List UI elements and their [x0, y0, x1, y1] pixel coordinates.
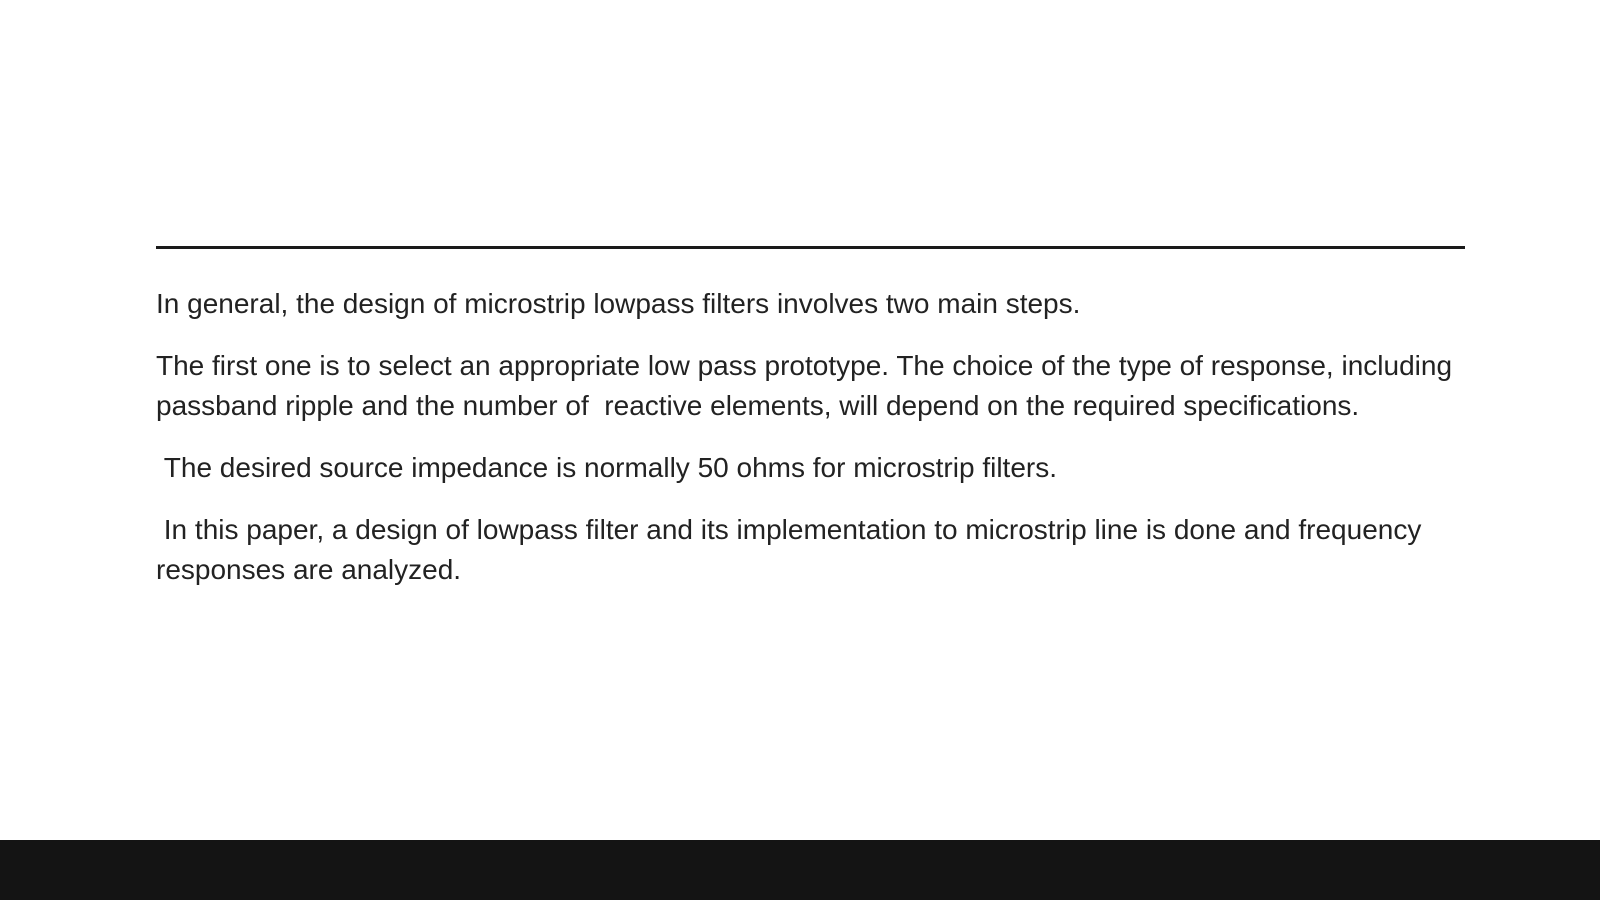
paragraph-source-impedance: The desired source impedance is normally 50 ohms for microstrip filters. [156, 452, 1058, 483]
paragraph-prototype-selection: The first one is to select an appropriate low pass prototype. The choice of the type of response, including passband ripple and the number of reactive elements, will depend on the required specifications. [156, 350, 1460, 421]
footer-bar [0, 840, 1600, 900]
title-divider-line [156, 246, 1465, 249]
slide-body [156, 284, 1466, 612]
paragraph-paper-summary: In this paper, a design of lowpass filter and its implementation to microstrip line is done and frequency responses are analyzed. [156, 514, 1430, 585]
paragraph-design-steps: In general, the design of microstrip lowpass filters involves two main steps. [156, 288, 1081, 319]
